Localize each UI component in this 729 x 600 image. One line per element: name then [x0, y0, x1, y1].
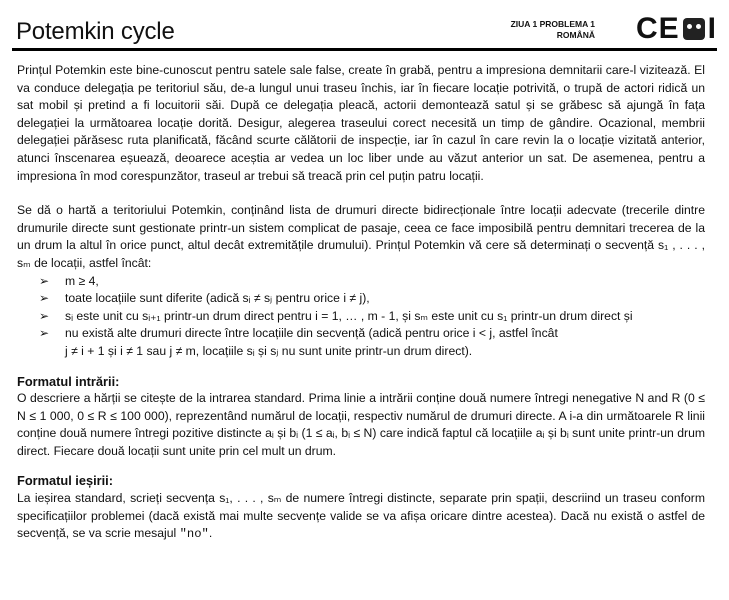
page-header: [12, 12, 717, 51]
output-text-end: .: [208, 526, 213, 541]
output-text-main: La ieșirea standard, scrieți secvența s₁, . . . , sₘ de numere întregi distincte, separate prin spații, descriind un traseu conform specificațiilor problemei (dacă există mai multe secvențe valide se va afișa oricare dintre acestea). Dacă nu există o astfel de secvență, se va scrie mesajul: [17, 491, 705, 541]
condition-item: [39, 325, 705, 360]
logo-text-right: I: [707, 12, 717, 45]
language-label: ROMÂNĂ: [556, 30, 595, 40]
input-format-text: O descriere a hărții se citește de la intrarea standard. Prima linie a intrării conține două numere întregi nenegative N and R (0 ≤ N ≤ 1 000, 0 ≤ R ≤ 100 000), reprezentând numărul de locații, respectiv numărul de drumuri directe. A i-a din următoarele R linii conține două numere întregi pozitive distincte aᵢ și bᵢ (1 ≤ aᵢ, bᵢ ≤ N) care indică faptul că locațiile aᵢ și bᵢ sunt unite printr-un drum direct. Fiecare două locații sunt unite prin cel mult un drum.: [17, 391, 705, 458]
page-title: Potemkin cycle: [16, 18, 175, 45]
day-problem-label: ZIUA 1 PROBLEMA 1: [510, 19, 595, 29]
task-paragraph: Se dă o hartă a teritoriului Potemkin, conținând lista de drumuri directe bidirecționale între locații adecvate (trecerile dintre drumurile directe sunt gestionate printr-un sistem complicat de pasaje, ceea ce face imposibilă pentru demnitari trecerea de la un drum la altul în orice punct, altul decât extremitățile drumului). Prințul Potemkin vă cere să determinați o secvență s₁ , . . . , sₘ de locații, astfel încât:: [17, 203, 705, 270]
input-format-title: Formatul intrării:: [17, 373, 120, 389]
ceoi-logo: [636, 12, 717, 46]
condition-text-continued: j ≠ i + 1 și i ≠ 1 sau j ≠ m, locațiile sᵢ și sⱼ nu sunt unite printr-un drum direct).: [65, 343, 473, 358]
robot-icon: [683, 18, 705, 40]
problem-statement: [17, 62, 705, 544]
output-no-literal: "no": [179, 527, 209, 542]
contest-info: [511, 19, 595, 41]
output-format-title: Formatul ieșirii:: [17, 473, 113, 489]
condition-text: nu există alte drumuri directe între locațiile din secvență (adică pentru orice i < j, astfel încât: [65, 326, 558, 341]
conditions-list: [17, 273, 705, 361]
logo-text-left: CE: [635, 12, 680, 45]
output-format-text: [17, 490, 705, 544]
condition-item: ➢ m ≥ 4,: [39, 273, 705, 291]
condition-item: ➢ toate locațiile sunt diferite (adică sᵢ ≠ sⱼ pentru orice i ≠ j),: [39, 290, 705, 308]
intro-paragraph: Prințul Potemkin este bine-cunoscut pentru satele sale false, create în grabă, pentru a impresiona demnitarii care-l vizitează. El va conduce delegația pe teritoriul său, de-a lungul unui traseu închis, iar în fiecare locație potrivită, o trupă de actori ridică un sat mobil și pretind a fi locuitorii săi. După ce delegația pleacă, actorii demontează satul și se grăbesc să ajungă în fața delegației la următoarea locație dorită. Desigur, alegerea traseului corect necesită un timp de gândire. Ocazional, membrii delegației părăsesc ruta planificată, făcând scurte călătorii de inspecție, iar în cazul în care revin la o locație vizitată anterior, atunci înscenarea eșuează, deoarece aceștia ar vedea un loc liber unde au văzut anterior un sat. De asemenea, pentru a impresiona în mod corespunzător, traseul ar trebui să treacă prin cel puțin patru locații.: [17, 63, 705, 183]
condition-item: ➢ sᵢ este unit cu sᵢ₊₁ printr-un drum direct pentru i = 1, … , m - 1, și sₘ este unit cu s₁ printr-un drum direct și: [39, 308, 705, 326]
